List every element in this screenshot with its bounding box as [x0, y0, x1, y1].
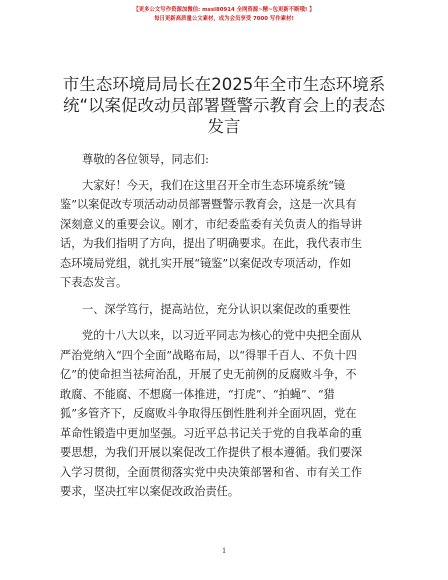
- promo-banner-line-2: 每日更新高质量公文素材，成为会员享受 7000 写作素材!: [154, 16, 294, 22]
- paragraph-line: 敢腐、不能腐、不想腐一体推进，“打虎”、“拍蝇”、“猎: [60, 387, 335, 401]
- paragraph-line: 下表态发言。: [60, 276, 128, 289]
- paragraph-line: 大家好！今天，我们在这里召开全市生态环境系统“镜: [82, 178, 346, 192]
- page-number: 1: [222, 546, 226, 555]
- paragraph-opening: [60, 176, 390, 293]
- paragraph-line: 党的十八大以来，以习近平同志为核心的党中央把全面从: [82, 329, 362, 342]
- paragraph-section-one: [60, 326, 390, 502]
- paragraph-line: 态环境局党组，就扎实开展“镜鉴”以案促改专项活动，作如: [60, 256, 352, 270]
- section-heading-line: 一、深学笃行，提高站位，充分认识以案促改的重要性: [82, 302, 351, 316]
- title-line: 统“以案促改动员部署暨警示教育会上的表态: [62, 96, 386, 115]
- promo-banner-line-1: 【更多公文写作资源加微信: mssl80914 全网资源~精~包更新不断哦! 】: [133, 7, 315, 13]
- paragraph-line: 话，为我们指明了方向，提出了明确要求。在此，我代表市生: [60, 237, 363, 250]
- section-heading: [60, 300, 390, 320]
- paragraph-line: 革命性锻造中更加坚强。习近平总书记关于党的自我革命的重: [60, 426, 363, 440]
- paragraph-line: 鉴”以案促改专项活动动员部署暨警示教育会，这是一次具有: [60, 198, 357, 211]
- paragraph-line: 要思想，为我们开展以案促改工作提供了根本遵循。我们要深: [60, 446, 363, 459]
- paragraph-line: 深刻意义的重要会议。刚才，市纪委监委有关负责人的指导讲: [60, 217, 363, 231]
- paragraph-line: 亿”的使命担当祛疴治乱，开展了史无前例的反腐败斗争，不: [60, 368, 357, 381]
- salutation: 尊敬的各位领导，同志们:: [82, 153, 209, 166]
- promo-banner: [0, 6, 448, 24]
- document-title: [38, 74, 410, 137]
- title-line: 发言: [207, 117, 241, 136]
- paragraph-line: 入学习贯彻，全面贯彻落实党中央决策部署和省、市有关工作: [60, 465, 363, 479]
- paragraph-line: 狐”多管齐下，反腐败斗争取得压倒性胜利并全面巩固，党在: [60, 407, 357, 420]
- paragraph-line: 要求，坚决扛牢以案促改政治责任。: [60, 485, 240, 498]
- paragraph-line: 严治党纳入“四个全面”战略布局，以“得罪千百人、不负十四: [60, 348, 357, 362]
- title-line: 市生态环境局局长在2025年全市生态环境系: [62, 75, 386, 94]
- document-body: [60, 150, 390, 502]
